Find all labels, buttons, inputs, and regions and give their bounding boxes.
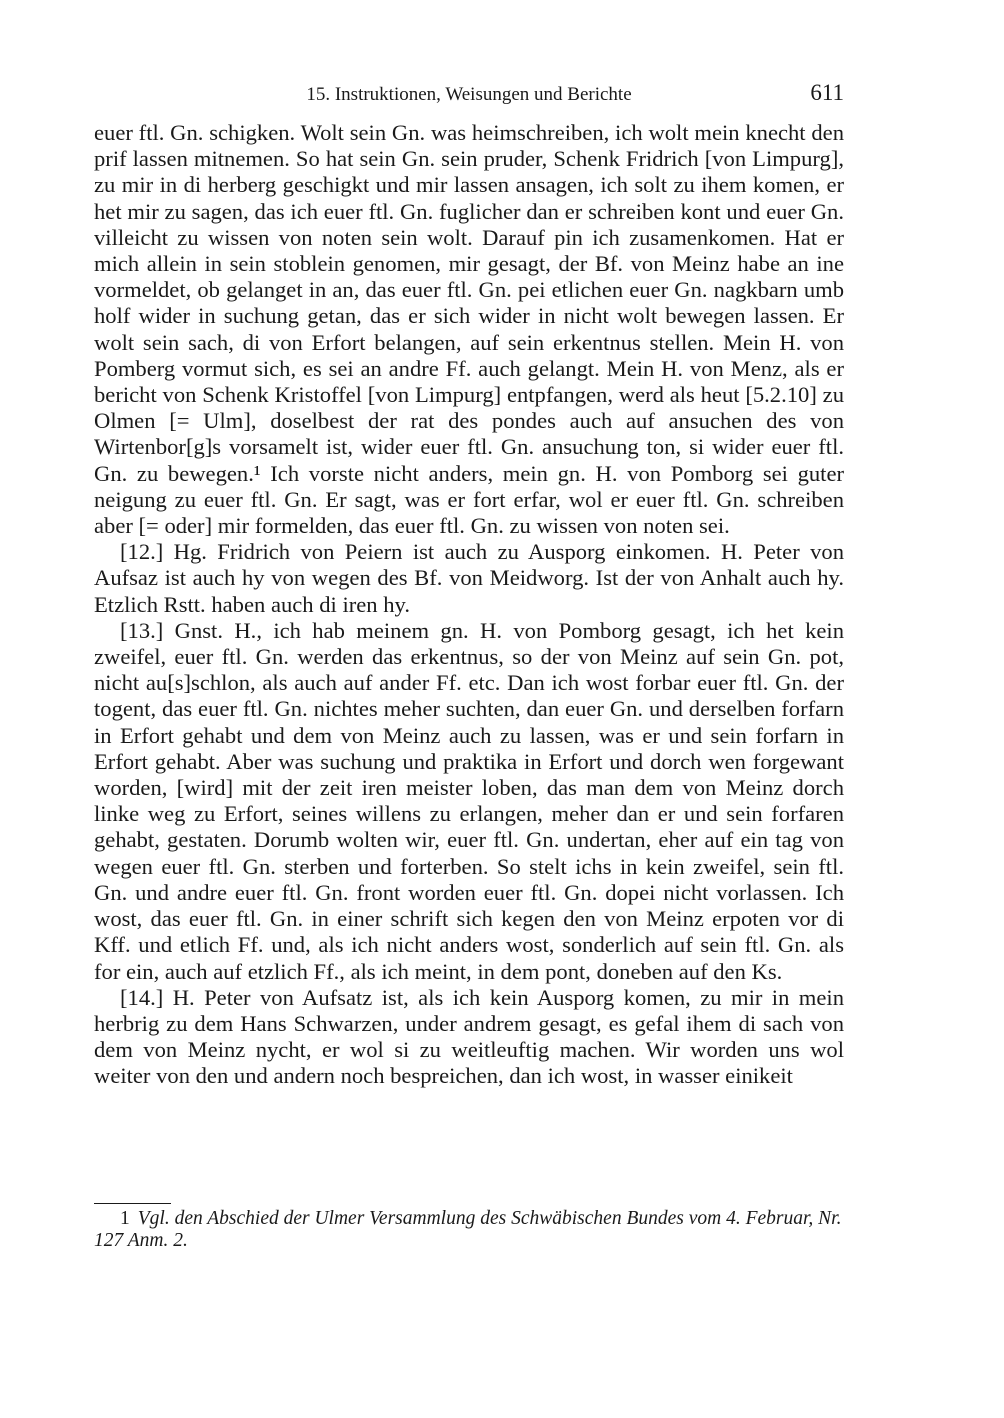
body-text (94, 120, 844, 1090)
paragraph-12: [12.] Hg. Fridrich von Peiern ist auch zu Ausporg einkomen. H. Peter von Aufsaz ist auch hy von wegen des Bf. von Meidworg. Ist der von Anhalt auch hy. Etzlich Rstt. haben auch di iren hy. (94, 539, 844, 617)
paragraph-13: [13.] Gnst. H., ich hab meinem gn. H. von Pomborg gesagt, ich het kein zweifel, euer ftl. Gn. werden das erkentnus, so der von Meinz auf sein Gn. pot, nicht au[s]schlon, als auch auf ander Ff. etc. Dan ich wost forbar euer ftl. Gn. der togent, das euer ftl. Gn. nichtes meher suchten, dan euer Gn. und derselben forfarn in Erfort gehabt und dem von Meinz auch zu lassen, was er und sein forfarn in Erfort gehabt. Aber was suchung und praktika in Erfort und dorch wen forgewant worden, [wird] mit der zeit iren meister loben, das man dem von Meinz dorch linke weg zu Erfort, seines willens zu erlangen, meher dan er und sein forfaren gehabt, gestaten. Dorumb wolten wir, euer ftl. Gn. undertan, eher auf ein tag von wegen euer ftl. Gn. sterben und forterben. So stelt ichs in kein zweifel, sein ftl. Gn. und andre euer ftl. Gn. front worden euer ftl. Gn. dopei nicht vorlassen. Ich wost, das euer ftl. Gn. in einer schrift sich kegen den von Meinz erpoten vor di Kff. und etlich Ff. und, als ich nicht anders wost, sonderlich auf sein ftl. Gn. als for ein, auch auf etzlich Ff., als ich meint, in dem pont, doneben auf den Ks. (94, 617, 844, 984)
page-number: 611 (810, 80, 844, 105)
footnote-number: 1 (120, 1208, 130, 1229)
running-title: 15. Instruktionen, Weisungen und Berichte (306, 84, 632, 105)
footnote (94, 1208, 844, 1252)
footnote-text: Vgl. den Abschied der Ulmer Versammlung des Schwäbischen Bundes vom 4. Februar, Nr. 127 Anm. 2. (94, 1208, 842, 1251)
footnote-divider (94, 1203, 171, 1204)
running-head (94, 80, 844, 110)
paragraph-14: [14.] H. Peter von Aufsatz ist, als ich kein Ausporg komen, zu mir in mein herbrig zu dem Hans Schwarzen, under andrem gesagt, es gefal ihem di sach von dem von Meinz nycht, er wol si zu weitleuftig machen. Wir worden uns wol weiter von den und andern noch bespreichen, dan ich wost, in wasser einikeit (94, 984, 844, 1089)
paragraph-continuation: euer ftl. Gn. schigken. Wolt sein Gn. was heimschreiben, ich wolt mein knecht den prif lassen mitnemen. So hat sein Gn. sein pruder, Schenk Fridrich [von Limpurg], zu mir in di herberg geschigkt und mir lassen ansagen, ich solt zu ihem komen, er het mir zu sagen, das ich euer ftl. Gn. fuglicher dan er schreiben kont und euer Gn. villeicht zu wissen von noten sein wolt. Darauf pin ich zusamenkomen. Hat er mich allein in sein stoblein genomen, mir gesagt, der Bf. von Meinz habe an ine vormeldet, ob gelanget in an, das euer ftl. Gn. pei etlichen euer Gn. nagkbarn umb holf wider in suchung getan, das er sich wider in nicht wolt bewegen lassen. Er wolt sein sach, di von Erfort belangen, auf sein erkentnus stellen. Mein H. von Pomberg vormut sich, es sei an andre Ff. auch gelangt. Mein H. von Menz, als er bericht von Schenk Kristoffel [von Limpurg] entpfangen, werd als heut [5.2.10] zu Olmen [= Ulm], doselbest der rat des pondes auch auf ansuchen des von Wirtenbor[g]s vorsamelt ist, wider euer ftl. Gn. ansuchung ton, si wider euer ftl. Gn. zu bewegen.¹ Ich vorste nicht anders, mein gn. H. von Pomborg sei guter neigung zu euer ftl. Gn. Er sagt, was er fort erfar, wol er euer ftl. Gn. schreiben aber [= oder] mir formelden, das euer ftl. Gn. zu wissen von noten sei. (94, 120, 844, 539)
